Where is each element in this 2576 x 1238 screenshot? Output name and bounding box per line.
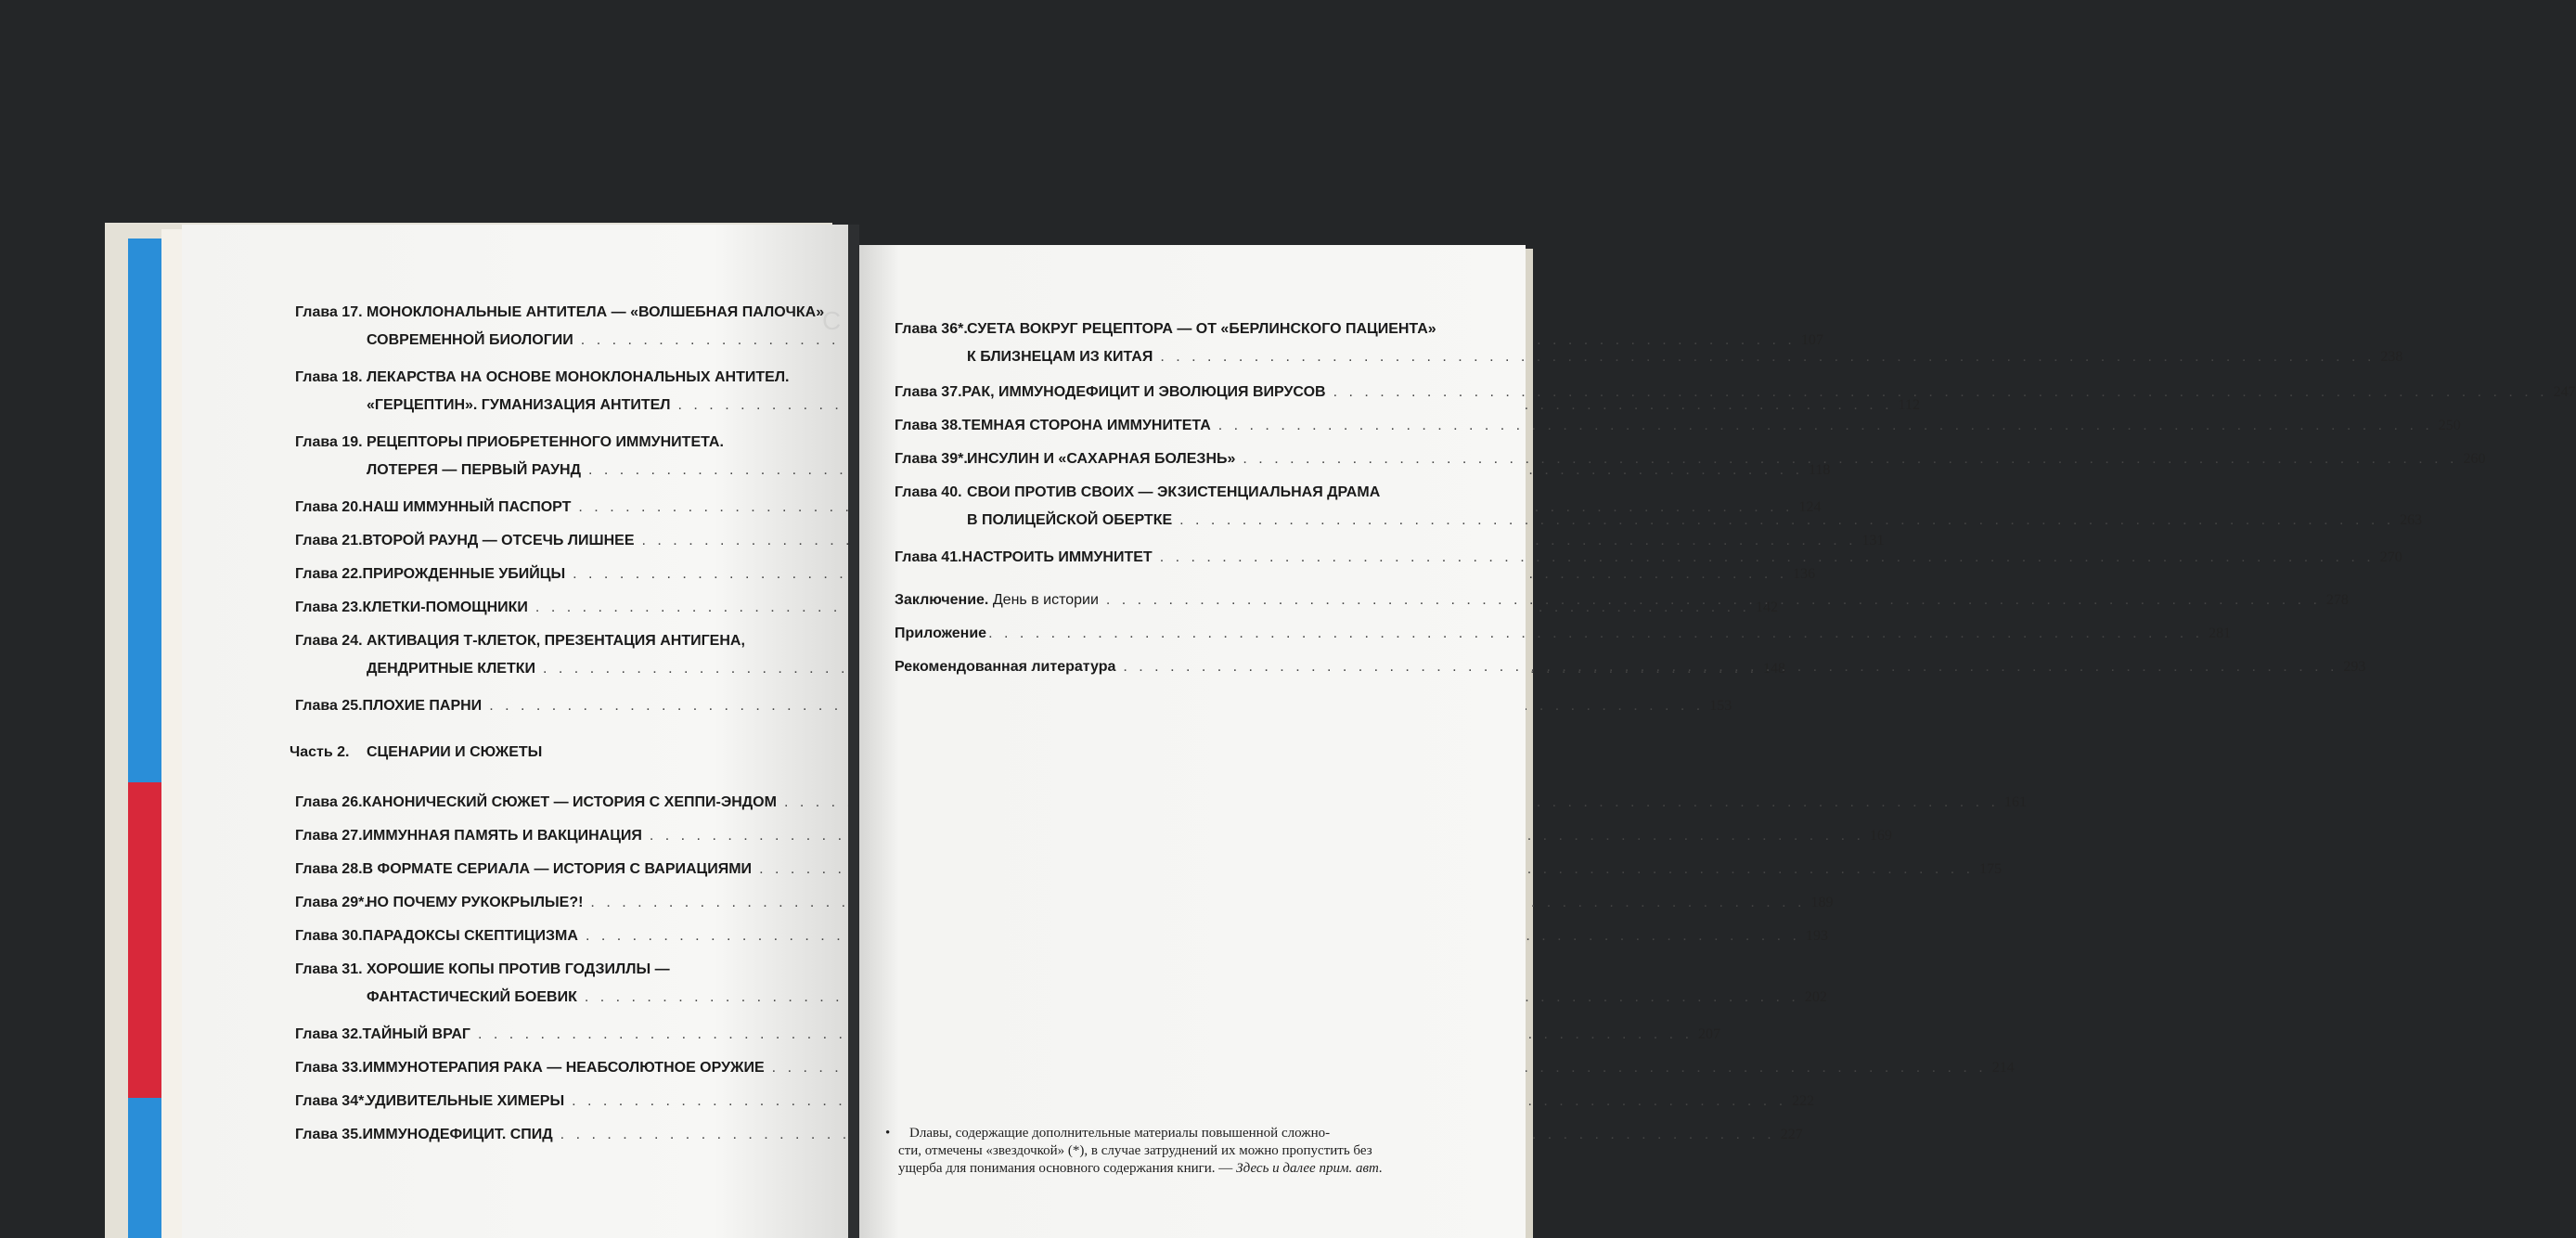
footnote (885, 1125, 1436, 1178)
footnote-line: ущерба для понимания основного содержания книги. — Здесь и далее прим. авт. (898, 1161, 1383, 1176)
bleed-through: С (822, 306, 842, 335)
toc-entry: Глава 32. ТАЙНЫЙ ВРАГ . . . 207 (295, 1026, 833, 1043)
toc-entry: Глава 28. В ФОРМАТЕ СЕРИАЛА — ИСТОРИЯ С ВАРИАЦИЯМИ . . . 175 (295, 861, 833, 878)
cover-red-stripe (128, 782, 161, 1098)
toc-entry: Глава 31. ХОРОШИЕ КОПЫ ПРОТИВ ГОДЗИЛЛЫ — ФАНТАСТИЧЕСКИЙ БОЕВИК. . . 202 (295, 961, 833, 1006)
toc-entry: Глава 19. РЕЦЕПТОРЫ ПРИОБРЕТЕННОГО ИММУНИТЕТА. ЛОТЕРЕЯ — ПЕРВЫЙ РАУНД. . . 118 (295, 434, 833, 479)
footnote-line: Dлавы, содержащие дополнительные материалы повышенной сложно- (909, 1126, 1331, 1141)
toc-entry: Глава 37. РАК, ИММУНОДЕФИЦИТ И ЭВОЛЮЦИЯ ВИРУСОВ . . . 247 (895, 384, 1416, 401)
toc-entry: Глава 33. ИММУНОТЕРАПИЯ РАКА — НЕАБСОЛЮТНОЕ ОРУЖИЕ . . . 214 (295, 1060, 833, 1077)
toc-part-heading: Часть 2. СЦЕНАРИИ И СЮЖЕТЫ (290, 744, 543, 760)
toc-entry: Глава 36*. СУЕТА ВОКРУГ РЕЦЕПТОРА — ОТ «БЕРЛИНСКОГО ПАЦИЕНТА» К БЛИЗНЕЦАМ ИЗ КИТАЯ. . . 238 (895, 321, 1416, 366)
footnote-mark: • (885, 1126, 891, 1141)
toc-entry: Глава 26. КАНОНИЧЕСКИЙ СЮЖЕТ — ИСТОРИЯ С ХЕППИ-ЭНДОМ . . . 161 (295, 794, 833, 811)
toc-entry: Глава 22. ПРИРОЖДЕННЫЕ УБИЙЦЫ . . . 136 (295, 566, 833, 583)
toc-entry-conclusion: Заключение. День в истории . . . 278 (895, 592, 1416, 609)
toc-entry: Глава 38. ТЕМНАЯ СТОРОНА ИММУНИТЕТА . . . 250 (895, 418, 1416, 434)
toc-entry: Глава 20. НАШ ИММУННЫЙ ПАСПОРТ . . . 124 (295, 499, 833, 516)
toc-entry: Глава 21. ВТОРОЙ РАУНД — ОТСЕЧЬ ЛИШНЕЕ . . . 131 (295, 533, 833, 549)
footnote-line: сти, отмечены «звездочкой» (*), в случае затруднений их можно пропустить без (898, 1143, 1372, 1158)
toc-entry: Глава 17. МОНОКЛОНАЛЬНЫЕ АНТИТЕЛА — «ВОЛШЕБНАЯ ПАЛОЧКА» СОВРЕМЕННОЙ БИОЛОГИИ. . . 107 (295, 304, 833, 349)
toc-entry: Глава 34*. УДИВИТЕЛЬНЫЕ ХИМЕРЫ . . . 222 (295, 1093, 833, 1110)
toc-entry: Глава 30. ПАРАДОКСЫ СКЕПТИЦИЗМА . . . 193 (295, 928, 833, 945)
cover-inner-edge (161, 229, 182, 1238)
footnote-italic: Здесь и далее прим. авт. (1236, 1161, 1383, 1176)
toc-entry: Глава 18. ЛЕКАРСТВА НА ОСНОВЕ МОНОКЛОНАЛЬНЫХ АНТИТЕЛ. «ГЕРЦЕПТИН». ГУМАНИЗАЦИЯ АНТИТЕЛ. . . 112 (295, 369, 833, 414)
toc-entry: Глава 23. КЛЕТКИ-ПОМОЩНИКИ . . . 142 (295, 600, 833, 616)
toc-entry: Глава 24. АКТИВАЦИЯ Т-КЛЕТОК, ПРЕЗЕНТАЦИЯ АНТИГЕНА, ДЕНДРИТНЫЕ КЛЕТКИ. . . 148 (295, 633, 833, 677)
toc-entry: Глава 40. СВОИ ПРОТИВ СВОИХ — ЭКЗИСТЕНЦИАЛЬНАЯ ДРАМА В ПОЛИЦЕЙСКОЙ ОБЕРТКЕ. . . 263 (895, 484, 1416, 529)
toc-entry-literature: Рекомендованная литература . . . 293 (895, 659, 1416, 676)
book-gutter (848, 225, 859, 1238)
toc-entry: Глава 25. ПЛОХИЕ ПАРНИ . . . 153 (295, 698, 833, 715)
toc-entry: Глава 41. НАСТРОИТЬ ИММУНИТЕТ . . . 270 (895, 549, 1416, 566)
toc-entry: Глава 27. ИММУННАЯ ПАМЯТЬ И ВАКЦИНАЦИЯ . . . 169 (295, 828, 833, 845)
toc-entry: Глава 39*. ИНСУЛИН И «САХАРНАЯ БОЛЕЗНЬ» . . . 260 (895, 451, 1416, 468)
toc-entry-appendix: Приложение . . . 281 (895, 625, 1416, 642)
toc-entry: Глава 29*. НО ПОЧЕМУ РУКОКРЫЛЫЕ?! . . . 189 (295, 895, 833, 911)
toc-entry: Глава 35. ИММУНОДЕФИЦИТ. СПИД . . . 227 (295, 1127, 833, 1143)
